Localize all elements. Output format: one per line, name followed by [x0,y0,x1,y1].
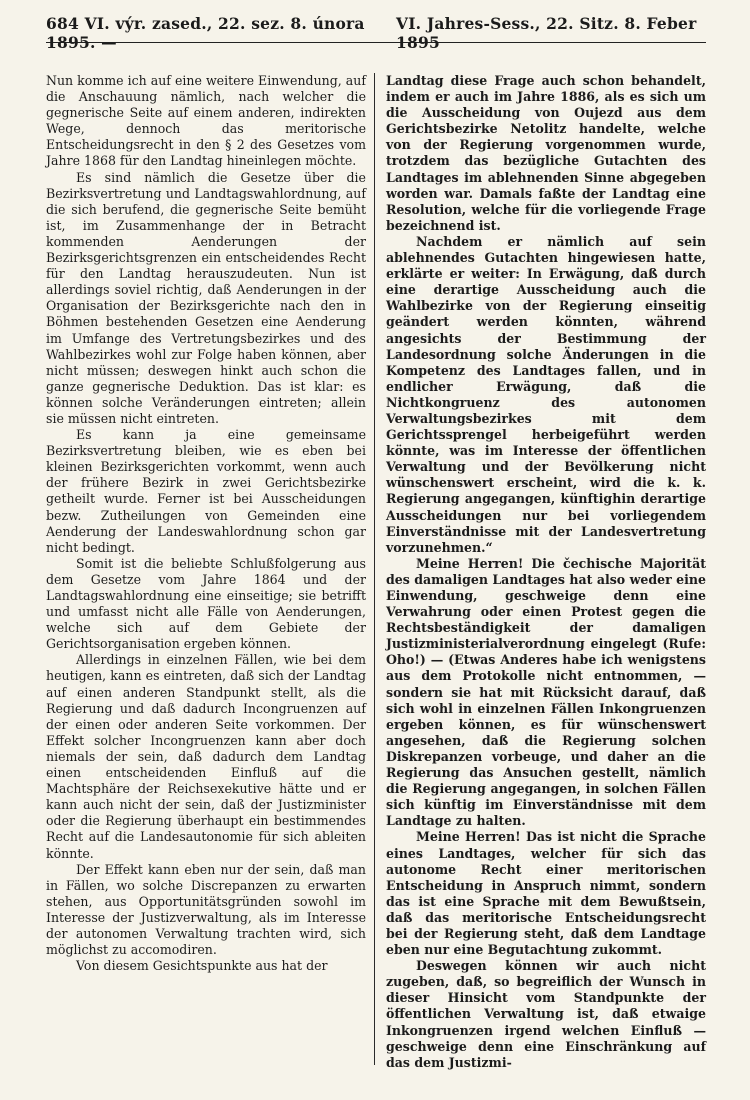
czech-session-title: VI. výr. zased., 22. sez. 8. února 1895. [46,14,365,52]
page-number: 684 [46,14,79,33]
left-paragraph: Allerdings in einzelnen Fällen, wie bei dem heutigen, kann es eintreten, daß sich der Landtag auf einen anderen Standpunkt stellt, als die Regierung und daß dadurch Incongruenzen auf der einen oder anderen Seite vorkommen. Der Effekt solcher Incongruenzen kann aber doch niemals der sein, daß dadurch dem Landtag einen entscheidenden Einfluß auf die Machtsphäre der Reichsexekutive hätte und er kann auch nicht der sein, daß der Justizminister oder die Regierung überhaupt ein bestimmendes Recht auf die Landesautonomie für sich ableiten könnte. [46,652,366,861]
german-session-title: VI. Jahres-Sess., 22. Sitz. 8. Feber 1895 [395,14,697,52]
left-paragraph: Nun komme ich auf eine weitere Einwendung, auf die Anschauung nämlich, nach welcher die gegnerische Seite auf einem anderen, indirekten Wege, dennoch das meritorische Entscheidungsrecht in den § 2 des Gesetzes vom Jahre 1868 für den Landtag hineinlegen möchte. [46,73,366,169]
left-paragraph: Es sind nämlich die Gesetze über die Bezirksvertretung und Landtagswahlordnung, auf die sich berufend, die gegnerische Seite bemüht ist, im Zusammenhange der in Betracht kommenden Aenderungen der Bezirksgerichtsgrenzen ein entscheidendes Recht für den Landtag herauszudeuten. Nun ist allerdings soviel richtig, daß Aenderungen in der Organisation der Bezirksgerichte nach den in Böhmen bestehenden Gesetzen eine Aenderung im Umfange des Vertretungsbezirkes und des Wahlbezirkes wohl zur Folge haben können, aber nicht müssen; deswegen hinkt auch schon die ganze gegnerische Deduktion. Das ist klar: es können solche Veränderungen eintreten; allein sie müssen nicht eintreten. [46,169,366,426]
left-paragraph: Es kann ja eine gemeinsame Bezirksvertretung bleiben, wie es eben bei kleinen Bezirksgerichten vorkommt, wenn auch der frühere Bezirk in zwei Gerichtsbezirke getheilt wurde. Ferner ist bei Ausscheidungen bezw. Zutheilungen von Gemeinden eine Aenderung der Landeswahlordnung schon gar nicht bedingt. [46,427,366,555]
right-paragraph: Meine Herren! Die čechische Majorität des damaligen Landtages hat also weder eine Einwendung, geschweige denn eine Verwahrung oder einen Protest gegen die Rechtsbeständigkeit der damaligen Justizministerialverordnung eingelegt (Rufe: Oho!) — (Etwas Anderes habe ich wenigstens aus dem Protokolle nicht entnommen, — sondern sie hat mit Rücksicht darauf, daß sich wohl in einzelnen Fällen Inkongruenzen ergeben können, es für wünschenswert angesehen, daß die Regierung solchen Diskrepanzen vorbeuge, und daher an die Regierung das Ansuchen gestellt, nämlich die Regierung angegangen, in solchen Fällen sich künftig im Einverständnisse mit dem Landtage zu halten. [386,555,706,829]
header-left [46,14,396,52]
right-paragraph: Landtag diese Frage auch schon behandelt, indem er auch im Jahre 1886, als es sich um die Ausscheidung von Oujezd aus dem Gerichtsbezirke Netolitz handelte, welche von der Regierung vorgenommen wurde, trotzdem das bezügliche Gutachten des Landtages im ablehnenden Sinne abgegeben worden war. Damals faßte der Landtag eine Resolution, welche für die vorliegende Frage bezeichnend ist. [386,73,706,233]
column-divider [374,73,375,1065]
left-paragraph: Von diesem Gesichtspunkte aus hat der [76,958,328,974]
page-header [46,14,706,52]
text-columns [46,73,706,1071]
left-paragraph: Der Effekt kann eben nur der sein, daß man in Fällen, wo solche Discrepanzen zu erwarten stehen, aus Opportunitätsgründen sowohl im Interesse der Justizverwaltung, als im Interesse der autonomen Verwaltung trachten wird, sich möglichst zu accomodiren. [46,861,366,958]
left-paragraph: Somit ist die beliebte Schlußfolgerung aus dem Gesetze vom Jahre 1864 und der Landtagswahlordnung eine einseitige; sie betrifft und umfasst nicht alle Fälle von Aenderungen, welche sich auf dem Gebiete der Gerichtsorganisation ergeben können. [46,555,366,652]
right-column [386,73,706,1071]
right-paragraph: Deswegen können wir auch nicht zugeben, daß, so begreiflich der Wunsch in dieser Hinsicht vom Standpunkte der öffentlichen Verwaltung ist, daß etwaige Inkongruenzen irgend welchen Einfluß — geschweige denn eine Einschränkung auf das dem Justizmi- [386,958,706,1070]
right-paragraph: Nachdem er nämlich auf sein ablehnendes Gutachten hingewiesen hatte, erklärte er weiter: In Erwägung, daß durch eine derartige Ausscheidung auch die Wahlbezirke von der Regierung einseitig geändert werden könnten, während angesichts der Bestimmung der Landesordnung solche Änderungen in die Kompetenz des Landtages fallen, und in endlicher Erwägung, daß die Nichtkongruenz des autonomen Verwaltungsbezirkes mit dem Gerichtssprengel herbeigeführt werden könnte, was im Interesse der öffentlichen Verwaltung und der Bevölkerung nicht wünschenswert erscheint, wird die k. k. Regierung angegangen, künftighin derartige Ausscheidungen nur bei vorliegendem Einverständnisse mit der Landesvertretung vorzunehmen.“ [386,233,706,555]
header-separator: — [101,33,117,52]
right-paragraph: Meine Herren! Das ist nicht die Sprache eines Landtages, welcher für sich das autonome Recht einer meritorischen Entscheidung in Anspruch nimmt, sondern das ist eine Sprache mit dem Bewußtsein, daß das meritorische Entscheidungsrecht bei der Regierung steht, daß dem Landtage eben nur eine Begutachtung zukommt. [386,829,706,958]
left-column [46,73,366,1071]
